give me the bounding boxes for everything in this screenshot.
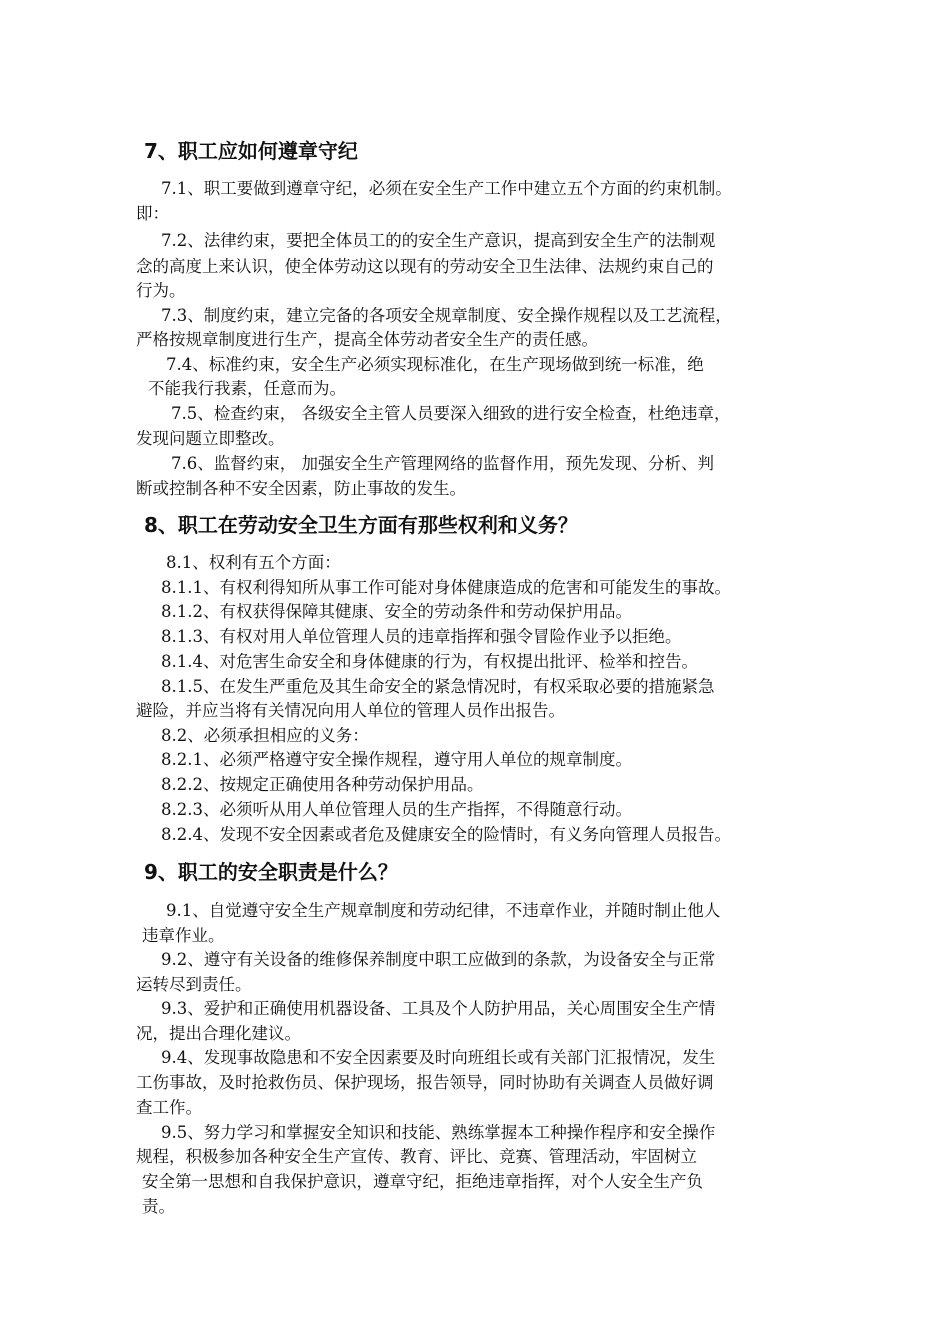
paragraph-line: 8.1.4、对危害生命安全和身体健康的行为，有权提出批评、检举和控告。: [161, 652, 698, 671]
paragraph-line: 7.2、法律约束，要把全体员工的的安全生产意识，提高到安全生产的法制观: [161, 231, 716, 250]
paragraph-line: 工伤事故，及时抢救伤员、保护现场，报告领导，同时协助有关调查人员做好调: [136, 1073, 714, 1092]
paragraph-line: 8.1.2、有权获得保障其健康、安全的劳动条件和劳动保护用品。: [161, 602, 632, 621]
section-8-heading: 8、职工在劳动安全卫生方面有那些权利和义务？: [144, 513, 578, 537]
paragraph-line: 8.1.1、有权利得知所从事工作可能对身体健康造成的危害和可能发生的事故。: [161, 578, 731, 597]
paragraph-line: 7.3、制度约束，建立完备的各项安全规章制度、安全操作规程以及工艺流程，: [161, 306, 732, 325]
paragraph-line: 责。: [142, 1197, 175, 1216]
paragraph-line: 8.2.1、必须严格遵守安全操作规程，遵守用人单位的规章制度。: [161, 750, 632, 769]
paragraph-line: 7.1、职工要做到遵章守纪，必须在安全生产工作中建立五个方面的约束机制。: [161, 179, 732, 198]
paragraph-line: 断或控制各种不安全因素，防止事故的发生。: [136, 479, 466, 498]
paragraph-line: 8.1.3、有权对用人单位管理人员的违章指挥和强令冒险作业予以拒绝。: [161, 627, 682, 646]
paragraph-line: 9.5、努力学习和掌握安全知识和技能、熟练掌握本工种操作程序和安全操作: [161, 1123, 716, 1142]
paragraph-line: 9.4、发现事故隐患和不安全因素要及时向班组长或有关部门汇报情况，发生: [161, 1048, 716, 1067]
paragraph-line: 7.4、标准约束，安全生产必须实现标准化，在生产现场做到统一标准，绝: [166, 355, 704, 374]
paragraph-line: 9.3、爱护和正确使用机器设备、工具及个人防护用品，关心周围安全生产情: [161, 999, 716, 1018]
section-9-heading: 9、职工的安全职责是什么？: [144, 860, 398, 884]
paragraph-line: 8.1.5、在发生严重危及其生命安全的紧急情况时，有权采取必要的措施紧急: [161, 677, 715, 696]
paragraph-line: 9.1、自觉遵守安全生产规章制度和劳动纪律，不违章作业，并随时制止他人: [166, 901, 721, 920]
paragraph-line: 即：: [136, 204, 169, 223]
paragraph-line: 严格按规章制度进行生产，提高全体劳动者安全生产的责任感。: [136, 330, 598, 349]
paragraph-line: 避险，并应当将有关情况向用人单位的管理人员作出报告。: [136, 701, 565, 720]
paragraph-line: 发现问题立即整改。: [136, 429, 285, 448]
paragraph-line: 7.6、监督约束， 加强安全生产管理网络的监督作用，预先发现、分析、判: [171, 454, 714, 473]
paragraph-line: 8.2、必须承担相应的义务：: [161, 726, 369, 745]
paragraph-line: 况，提出合理化建议。: [136, 1024, 301, 1043]
paragraph-line: 运转尽到责任。: [136, 975, 252, 994]
paragraph-line: 7.5、检查约束， 各级安全主管人员要深入细致的进行安全检查，杜绝违章，: [171, 404, 731, 423]
paragraph-line: 不能我行我素，任意而为。: [148, 379, 346, 398]
paragraph-line: 8.2.3、必须听从用人单位管理人员的生产指挥，不得随意行动。: [161, 800, 632, 819]
paragraph-line: 9.2、遵守有关设备的维修保养制度中职工应做到的条款，为设备安全与正常: [161, 950, 716, 969]
paragraph-line: 查工作。: [136, 1098, 202, 1117]
section-7-heading: 7、职工应如何遵章守纪: [144, 139, 358, 163]
paragraph-line: 安全第一思想和自我保护意识，遵章守纪，拒绝违章指挥，对个人安全生产负: [142, 1172, 703, 1191]
paragraph-line: 行为。: [136, 281, 186, 300]
paragraph-line: 8.1、权利有五个方面：: [166, 553, 341, 572]
paragraph-line: 规程，积极参加各种安全生产宣传、教育、评比、竞赛、管理活动，牢固树立: [136, 1147, 697, 1166]
paragraph-line: 8.2.2、按规定正确使用各种劳动保护用品。: [161, 775, 484, 794]
paragraph-line: 念的高度上来认识，使全体劳动这以现有的劳动安全卫生法律、法规约束自己的: [136, 257, 714, 276]
paragraph-line: 8.2.4、发现不安全因素或者危及健康安全的险情时，有义务向管理人员报告。: [161, 825, 731, 844]
paragraph-line: 违章作业。: [142, 926, 225, 945]
